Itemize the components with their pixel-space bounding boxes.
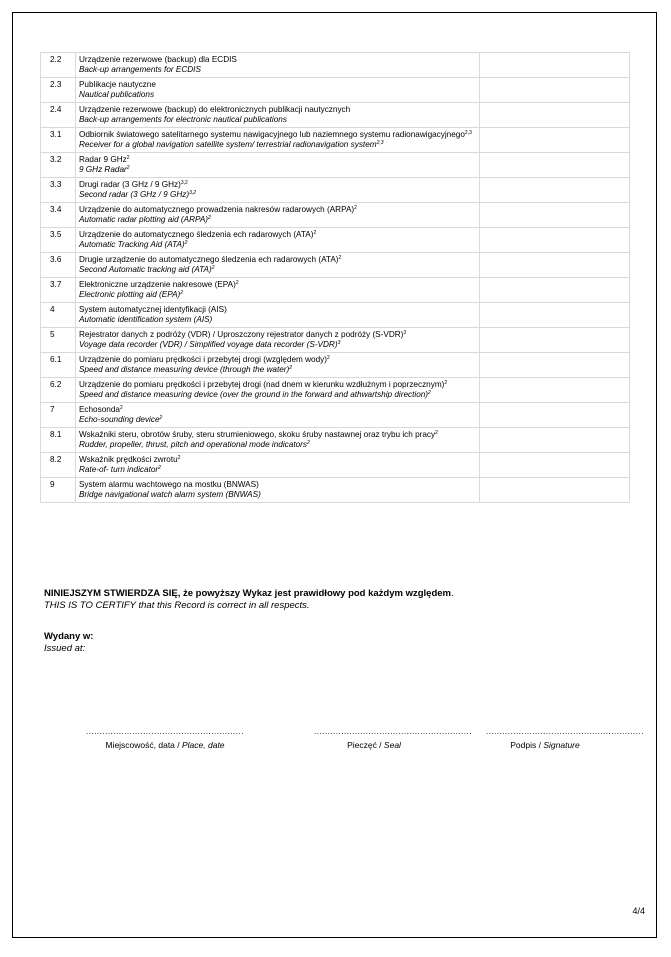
footnote-ref: 2	[177, 455, 181, 461]
item-description-en-text: Second Automatic tracking aid (ATA)	[78, 265, 212, 274]
item-description-pl-text: Echosonda	[78, 405, 120, 414]
item-description-pl	[79, 230, 476, 240]
item-number: 3.1	[41, 128, 76, 153]
footnote-ref: 2	[313, 230, 317, 236]
item-number: 2.2	[41, 53, 76, 78]
item-description-pl-text: Odbiornik światowego satelitarnego systemu nawigacyjnego lub naziemnego systemu radionawigacyjnego	[78, 130, 465, 139]
footnote-ref: 2	[126, 165, 130, 171]
item-number: 3.3	[41, 178, 76, 203]
item-description-en	[79, 340, 476, 350]
footnote-ref: 2	[119, 405, 123, 411]
item-description-pl-text: Drugie urządzenie do automatycznego śledzenia ech radarowych (ATA)	[78, 255, 339, 264]
item-description-en	[79, 240, 476, 250]
item-description-pl-text: Urządzenie do automatycznego śledzenia ech radarowych (ATA)	[78, 230, 314, 239]
item-description	[75, 228, 479, 253]
footnote-ref: 2	[428, 390, 431, 396]
footnote-ref: 3,2	[180, 180, 188, 186]
footnote-ref: 3,2	[189, 190, 197, 196]
signature-seal	[314, 727, 472, 750]
item-description-pl	[79, 455, 476, 465]
issued-en: Issued at:	[44, 643, 86, 654]
item-description-pl	[79, 155, 476, 165]
footnote-ref: 2	[211, 265, 215, 271]
item-description-en-text: Second radar (3 GHz / 9 GHz)	[78, 190, 190, 199]
item-description-pl	[79, 180, 476, 190]
seal-label-pl: Pieczęć /	[347, 740, 384, 750]
sign-label-en: Signature	[543, 740, 580, 750]
footnote-ref: 3	[337, 340, 341, 346]
table-row	[41, 453, 630, 478]
item-value-cell	[479, 103, 629, 128]
item-number: 3.6	[41, 253, 76, 278]
item-number: 5	[41, 328, 76, 353]
item-description	[75, 178, 479, 203]
item-description	[75, 128, 479, 153]
item-description-pl-text: Urządzenie rezerwowe (backup) dla ECDIS	[78, 55, 237, 64]
item-description-en-text: Automatic identification system (AIS)	[78, 315, 213, 324]
item-description-en	[79, 290, 476, 300]
item-description	[75, 53, 479, 78]
item-description-en	[79, 140, 476, 150]
table-row	[41, 203, 630, 228]
item-description-en-text: 9 GHz Radar	[78, 165, 127, 174]
table-row	[41, 178, 630, 203]
footnote-ref: 2	[235, 280, 239, 286]
certification-statement	[44, 588, 454, 612]
sign-label-pl: Podpis /	[510, 740, 544, 750]
footnote-ref: 2	[184, 240, 188, 246]
footnote-ref: 2	[180, 290, 184, 296]
item-number: 6.1	[41, 353, 76, 378]
item-description-pl	[79, 280, 476, 290]
footnote-ref: 2	[354, 205, 357, 211]
seal-dotted-line: ..........................................................	[314, 727, 472, 736]
item-value-cell	[479, 328, 629, 353]
footnote-ref: 2	[289, 365, 293, 371]
item-description-pl	[79, 80, 476, 90]
signature-sign	[486, 727, 644, 750]
item-value-cell	[479, 78, 629, 103]
item-description	[75, 203, 479, 228]
item-number: 4	[41, 303, 76, 328]
issued-pl: Wydany w:	[44, 631, 94, 642]
item-value-cell	[479, 228, 629, 253]
item-description-pl	[79, 380, 476, 390]
item-description-en	[79, 165, 476, 175]
item-description	[75, 303, 479, 328]
table-row	[41, 403, 630, 428]
table-row	[41, 78, 630, 103]
item-description	[75, 353, 479, 378]
item-number: 8.2	[41, 453, 76, 478]
item-description-pl	[79, 355, 476, 365]
item-value-cell	[479, 53, 629, 78]
item-description-en	[79, 415, 476, 425]
item-description-en	[79, 115, 476, 125]
item-description-pl-text: Drugi radar (3 GHz / 9 GHz)	[78, 180, 181, 189]
item-value-cell	[479, 128, 629, 153]
item-number: 8.1	[41, 428, 76, 453]
item-description	[75, 78, 479, 103]
item-number: 3.5	[41, 228, 76, 253]
item-description	[75, 378, 479, 403]
item-description-en-text: Back-up arrangements for electronic nautical publications	[78, 115, 287, 124]
item-description-pl-text: Rejestrator danych z podróży (VDR) / Uproszczony rejestrator danych z podróży (S-VDR)	[78, 330, 404, 339]
footnote-ref: 2	[159, 415, 163, 421]
footnote-ref: 3	[403, 330, 407, 336]
item-description	[75, 103, 479, 128]
item-description-en	[79, 465, 476, 475]
item-value-cell	[479, 353, 629, 378]
item-description-pl-text: Urządzenie do pomiaru prędkości i przebytej drogi (nad dnem w kierunku wzdłużnym i poprzecznym)	[78, 380, 445, 389]
page-number: 4/4	[632, 906, 645, 916]
item-description-en	[79, 490, 476, 500]
equipment-table	[40, 52, 630, 503]
item-number: 6.2	[41, 378, 76, 403]
item-description-en-text: Echo-sounding device	[78, 415, 160, 424]
footnote-ref: 2	[158, 465, 161, 471]
item-description-en	[79, 440, 476, 450]
table-row	[41, 53, 630, 78]
certification-pl: NINIEJSZYM STWIERDZA SIĘ, że powyższy Wykaz jest prawidłowy pod każdym względem	[44, 588, 452, 599]
item-description-pl-text: Publikacje nautyczne	[78, 80, 156, 89]
table-row	[41, 378, 630, 403]
table-row	[41, 303, 630, 328]
item-description-en-text: Rate-of- turn indicator	[78, 465, 159, 474]
item-description-pl	[79, 480, 476, 490]
item-value-cell	[479, 428, 629, 453]
item-value-cell	[479, 278, 629, 303]
table-row	[41, 278, 630, 303]
item-description-en	[79, 215, 476, 225]
footnote-ref: 2	[444, 380, 448, 386]
item-value-cell	[479, 453, 629, 478]
place-dotted-line: ..........................................................	[86, 727, 244, 736]
item-value-cell	[479, 378, 629, 403]
certification-en: THIS IS TO CERTIFY that this Record is correct in all respects.	[44, 600, 310, 611]
item-value-cell	[479, 253, 629, 278]
item-value-cell	[479, 403, 629, 428]
item-description-en	[79, 65, 476, 75]
item-description-pl-text: System automatycznej identyfikacji (AIS)	[78, 305, 227, 314]
footnote-ref: 2,3	[464, 130, 472, 136]
item-description-pl-text: Urządzenie do automatycznego prowadzenia nakresów radarowych (ARPA)	[78, 205, 355, 214]
place-label-pl: Miejscowość, data /	[105, 740, 182, 750]
place-label-en: Place, date	[182, 740, 225, 750]
footnote-ref: 2	[435, 430, 438, 436]
item-description-pl-text: Urządzenie do pomiaru prędkości i przebytej drogi (względem wody)	[78, 355, 327, 364]
table-row	[41, 353, 630, 378]
item-description	[75, 403, 479, 428]
item-description	[75, 453, 479, 478]
item-number: 7	[41, 403, 76, 428]
item-description-en	[79, 365, 476, 375]
item-value-cell	[479, 178, 629, 203]
item-number: 2.3	[41, 78, 76, 103]
item-value-cell	[479, 303, 629, 328]
item-description-en	[79, 190, 476, 200]
table-row	[41, 328, 630, 353]
item-description-en-text: Speed and distance measuring device (over the ground in the forward and athwartship direction)	[78, 390, 429, 399]
sign-dotted-line: ..........................................................	[486, 727, 644, 736]
item-value-cell	[479, 478, 629, 503]
item-number: 9	[41, 478, 76, 503]
item-value-cell	[479, 203, 629, 228]
footnote-ref: 2	[126, 155, 130, 161]
item-description-en-text: Automatic radar plotting aid (ARPA)	[78, 215, 209, 224]
item-description-pl	[79, 255, 476, 265]
item-description-en	[79, 90, 476, 100]
item-description-pl	[79, 305, 476, 315]
table-row	[41, 428, 630, 453]
item-description-en-text: Rudder, propeller, thrust, pitch and operational mode indicators	[78, 440, 307, 449]
table-row	[41, 478, 630, 503]
table-row	[41, 228, 630, 253]
item-description-en	[79, 390, 476, 400]
item-description-pl-text: System alarmu wachtowego na mostku (BNWAS)	[78, 480, 259, 489]
item-description-en	[79, 265, 476, 275]
item-description-pl	[79, 430, 476, 440]
item-description	[75, 428, 479, 453]
item-description-en-text: Receiver for a global navigation satellite system/ terrestrial radionavigation system	[78, 140, 377, 149]
item-description-en-text: Electronic plotting aid (EPA)	[78, 290, 181, 299]
certification-pl-end: .	[451, 588, 454, 599]
item-description-en-text: Voyage data recorder (VDR) / Simplified voyage data recorder (S-VDR)	[78, 340, 338, 349]
item-description-en-text: Nautical publications	[78, 90, 155, 99]
seal-label-en: Seal	[383, 740, 401, 750]
issued-at-block	[44, 631, 93, 655]
table-row	[41, 103, 630, 128]
table-row	[41, 153, 630, 178]
footnote-ref: 2	[306, 440, 310, 446]
item-value-cell	[479, 153, 629, 178]
footnote-ref: 2	[338, 255, 342, 261]
item-number: 2.4	[41, 103, 76, 128]
item-description	[75, 153, 479, 178]
item-description-pl-text: Elektroniczne urządzenie nakresowe (EPA)	[78, 280, 236, 289]
item-number: 3.4	[41, 203, 76, 228]
item-description-pl	[79, 405, 476, 415]
item-description-pl	[79, 330, 476, 340]
item-number: 3.7	[41, 278, 76, 303]
item-description	[75, 253, 479, 278]
item-description	[75, 478, 479, 503]
item-description-pl	[79, 105, 476, 115]
item-description-pl-text: Wskaźnik prędkości zwrotu	[78, 455, 178, 464]
item-description-pl-text: Urządzenie rezerwowe (backup) do elektronicznych publikacji nautycznych	[78, 105, 351, 114]
item-description	[75, 278, 479, 303]
table-row	[41, 253, 630, 278]
item-number: 3.2	[41, 153, 76, 178]
item-description-pl-text: Radar 9 GHz	[78, 155, 127, 164]
item-description-pl-text: Wskaźniki steru, obrotów śruby, steru strumieniowego, skoku śruby nastawnej oraz trybu ich pracy	[78, 430, 436, 439]
footnote-ref: 2	[326, 355, 330, 361]
signature-place-date	[82, 728, 248, 750]
item-description-en-text: Bridge navigational watch alarm system (BNWAS)	[78, 490, 261, 499]
item-description-en-text: Back-up arrangements for ECDIS	[78, 65, 201, 74]
item-description-en	[79, 315, 476, 325]
item-description-pl	[79, 130, 476, 140]
footnote-ref: 2,3	[376, 140, 384, 146]
item-description-pl	[79, 205, 476, 215]
item-description	[75, 328, 479, 353]
item-description-en-text: Automatic Tracking Aid (ATA)	[78, 240, 185, 249]
item-description-pl	[79, 55, 476, 65]
item-description-en-text: Speed and distance measuring device (through the water)	[78, 365, 290, 374]
footnote-ref: 2	[208, 215, 211, 221]
table-row	[41, 128, 630, 153]
